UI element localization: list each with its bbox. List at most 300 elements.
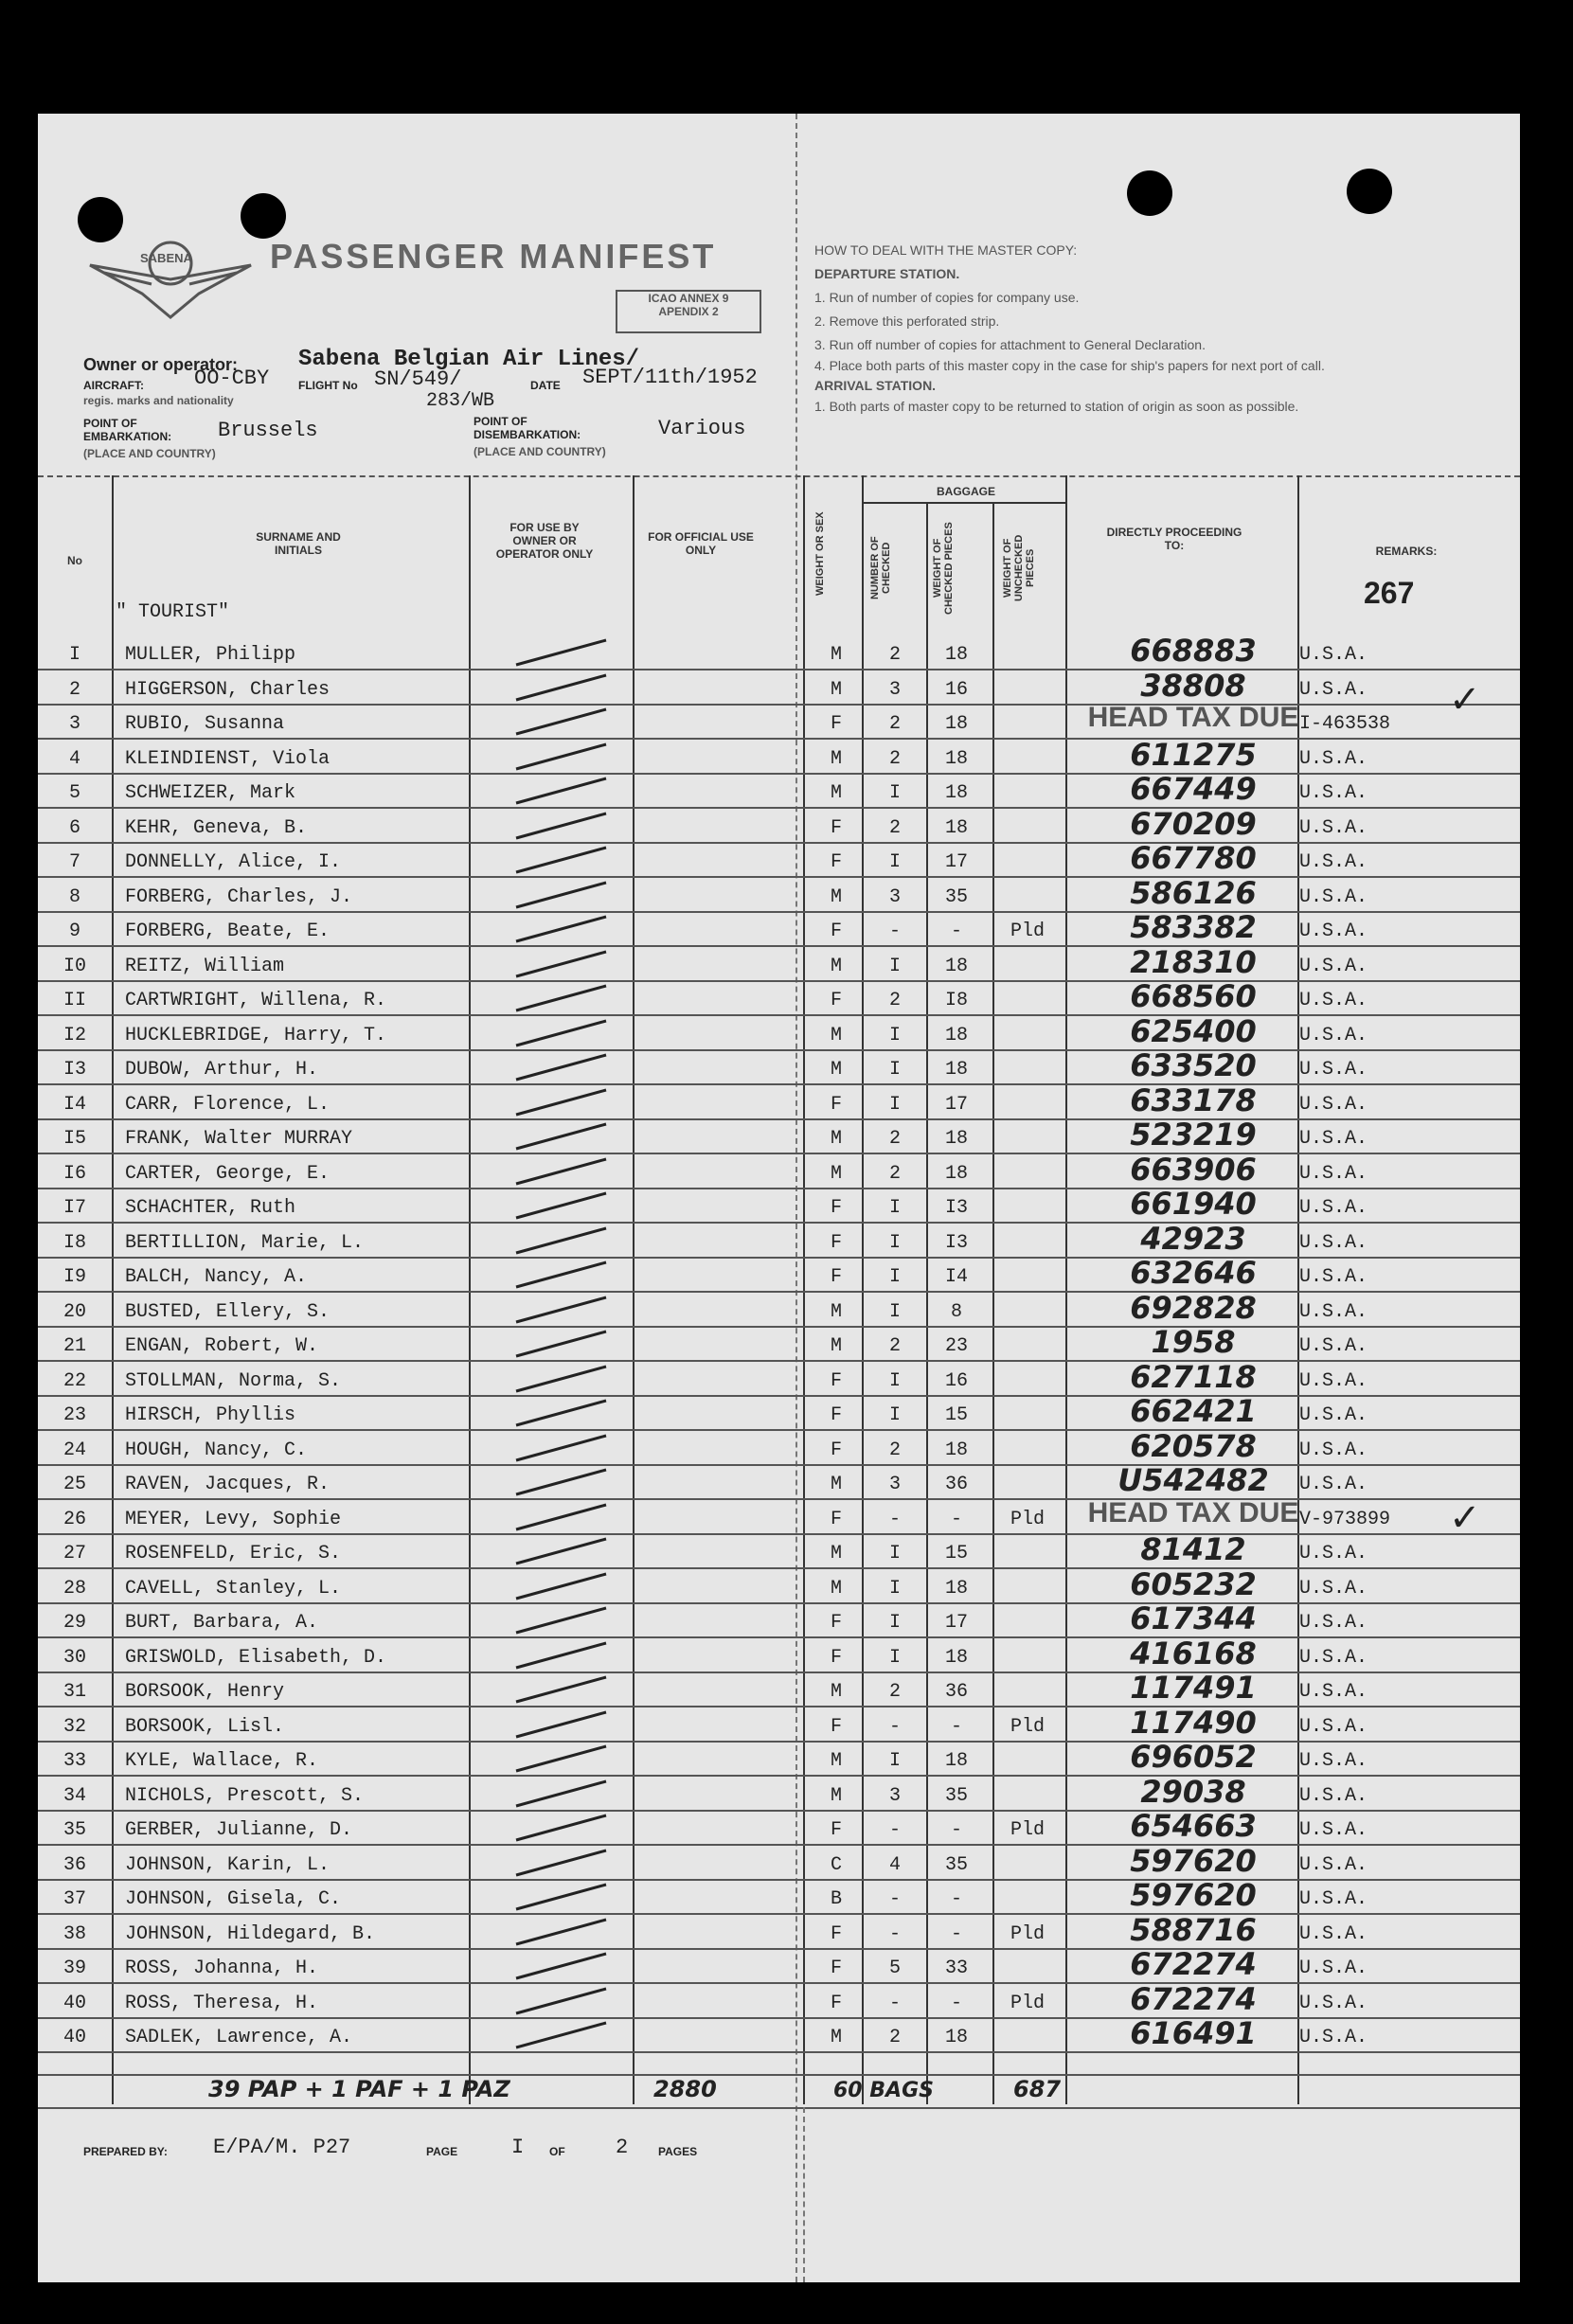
- passenger-sex: M: [830, 2027, 842, 2048]
- passenger-name: FRANK, Walter MURRAY: [125, 1128, 353, 1150]
- baggage-weight: I3: [944, 1197, 968, 1219]
- flight-sub: 283/WB: [426, 390, 495, 412]
- baggage-pieces: I: [888, 1577, 901, 1600]
- table-row: [38, 805, 1520, 844]
- baggage-pieces: I: [888, 1024, 901, 1046]
- col-sex: WEIGHT OR SEX: [814, 511, 826, 597]
- tick-mark-icon: [511, 1120, 616, 1153]
- baggage-weight: 18: [944, 1162, 968, 1185]
- baggage-weight: 17: [944, 1612, 968, 1634]
- tick-mark-icon: [511, 2019, 616, 2051]
- page-value: I: [511, 2136, 525, 2159]
- table-row: [38, 842, 1520, 878]
- icao-box: [616, 290, 761, 333]
- destination-number: 654663: [1130, 1808, 1257, 1844]
- passenger-sex: M: [830, 1681, 842, 1703]
- baggage-weight: -: [950, 1888, 962, 1910]
- remarks-value: U.S.A.: [1299, 1922, 1368, 1945]
- baggage-pieces: 3: [888, 1784, 901, 1807]
- baggage-pieces: 2: [888, 713, 901, 735]
- remarks-value: U.S.A.: [1299, 1197, 1368, 1219]
- tick-mark-icon: [511, 1051, 616, 1083]
- baggage-weight: I8: [944, 990, 968, 1011]
- destination-number: 670209: [1130, 805, 1257, 842]
- row-number: 31: [63, 1681, 86, 1703]
- totals-passengers: 39 PAP + 1 PAF + 1 PAZ: [208, 2076, 510, 2102]
- passenger-sex: B: [830, 1888, 842, 1910]
- instructions-step: 3. Run off number of copies for attachment to General Declaration.: [814, 337, 1206, 352]
- table-row: [38, 1220, 1520, 1259]
- prepared-label: PREPARED BY:: [83, 2145, 168, 2158]
- passenger-name: BUSTED, Ellery, S.: [125, 1300, 331, 1323]
- unchecked-weight: Pld: [1010, 1819, 1045, 1841]
- instructions-step: 2. Remove this perforated strip.: [814, 313, 1000, 329]
- baggage-pieces: 5: [888, 1958, 901, 1979]
- remarks-value: U.S.A.: [1299, 1612, 1368, 1634]
- remarks-value: U.S.A.: [1299, 678, 1368, 701]
- baggage-weight: -: [950, 1819, 962, 1841]
- baggage-weight: -: [950, 1922, 962, 1945]
- tick-mark-icon: [511, 671, 616, 704]
- table-row: [38, 1879, 1520, 1915]
- logo-text: SABENA: [140, 251, 192, 265]
- tick-mark-icon: [511, 1225, 616, 1257]
- passenger-name: JOHNSON, Gisela, C.: [125, 1888, 342, 1910]
- remarks-value: U.S.A.: [1299, 1300, 1368, 1323]
- baggage-weight: 18: [944, 1059, 968, 1081]
- tick-mark-icon: [511, 879, 616, 911]
- baggage-weight: 15: [944, 1543, 968, 1564]
- remarks-value: U.S.A.: [1299, 1888, 1368, 1910]
- baggage-weight: I3: [944, 1231, 968, 1254]
- row-number: 38: [63, 1922, 86, 1945]
- baggage-pieces: 2: [888, 816, 901, 839]
- passenger-sex: F: [830, 1922, 842, 1945]
- table-row: [38, 943, 1520, 982]
- table-row: [38, 1464, 1520, 1500]
- baggage-pieces: 3: [888, 885, 901, 908]
- destination-number: 117490: [1130, 1704, 1257, 1741]
- passenger-sex: F: [830, 816, 842, 839]
- passenger-sex: M: [830, 1750, 842, 1772]
- remarks-value: U.S.A.: [1299, 921, 1368, 942]
- baggage-pieces: 2: [888, 2027, 901, 2048]
- row-number: I: [68, 644, 80, 666]
- bottom-rule: [38, 2107, 1520, 2109]
- baggage-pieces: -: [888, 1715, 901, 1738]
- destination-number: 605232: [1130, 1565, 1257, 1602]
- destination-number: 663906: [1130, 1151, 1257, 1188]
- passenger-sex: M: [830, 1128, 842, 1150]
- baggage-weight: 17: [944, 851, 968, 873]
- row-number: 9: [68, 921, 80, 942]
- remarks-value: U.S.A.: [1299, 1992, 1368, 2014]
- flight-label: FLIGHT No: [298, 379, 358, 392]
- table-row: [38, 1395, 1520, 1431]
- baggage-weight: 33: [944, 1958, 968, 1979]
- row-number: 24: [63, 1439, 86, 1461]
- destination-number: 586126: [1130, 874, 1257, 911]
- baggage-pieces: I: [888, 1059, 901, 1081]
- baggage-pieces: I: [888, 1300, 901, 1323]
- baggage-pieces: I: [888, 851, 901, 873]
- remarks-value: U.S.A.: [1299, 1162, 1368, 1185]
- table-row: [38, 1810, 1520, 1846]
- destination-number: 1958: [1151, 1324, 1236, 1360]
- baggage-pieces: I: [888, 782, 901, 804]
- passenger-name: HUCKLEBRIDGE, Harry, T.: [125, 1024, 387, 1046]
- passenger-sex: M: [830, 782, 842, 804]
- icao-line2: APENDIX 2: [658, 305, 719, 318]
- baggage-pieces: 2: [888, 990, 901, 1011]
- passenger-name: ROSS, Theresa, H.: [125, 1992, 319, 2014]
- baggage-pieces: I: [888, 1750, 901, 1772]
- check-mark-icon: ✓: [1449, 1497, 1481, 1539]
- passenger-name: JOHNSON, Karin, L.: [125, 1853, 331, 1876]
- tick-mark-icon: [511, 1881, 616, 1913]
- totals-official: 2880: [653, 2076, 717, 2102]
- owner-value: Sabena Belgian Air Lines/: [298, 347, 640, 372]
- baggage-weight: 36: [944, 1474, 968, 1495]
- baggage-pieces: I: [888, 1093, 901, 1116]
- flight-value: SN/549/: [374, 367, 462, 391]
- head-tax-stamp: HEAD TAX DUE: [1087, 1496, 1299, 1528]
- baggage-weight: 18: [944, 782, 968, 804]
- remarks-value: U.S.A.: [1299, 644, 1368, 666]
- tick-mark-icon: [511, 810, 616, 842]
- baggage-pieces: 2: [888, 1162, 901, 1185]
- tick-mark-icon: [511, 1363, 616, 1395]
- remarks-value: U.S.A.: [1299, 1093, 1368, 1116]
- remarks-value: U.S.A.: [1299, 747, 1368, 770]
- instructions-step: 4. Place both parts of this master copy in the case for ship's papers for next port of call.: [814, 358, 1325, 373]
- tick-mark-icon: [511, 775, 616, 807]
- destination-number: U542482: [1117, 1462, 1269, 1498]
- instructions-step: 1. Both parts of master copy to be returned to station of origin as soon as possible.: [814, 399, 1299, 414]
- table-row: [38, 773, 1520, 809]
- tick-mark-icon: [511, 1501, 616, 1533]
- col-pieces: NUMBER OF CHECKED: [869, 536, 892, 600]
- passenger-name: SCHACHTER, Ruth: [125, 1197, 296, 1219]
- destination-number: 661940: [1130, 1186, 1257, 1222]
- remarks-value: U.S.A.: [1299, 1128, 1368, 1150]
- baggage-weight: -: [950, 1992, 962, 2014]
- remarks-value: U.S.A.: [1299, 1577, 1368, 1600]
- manifest-sheet: [38, 114, 1520, 2282]
- date-label: DATE: [530, 379, 561, 392]
- unchecked-weight: Pld: [1010, 1508, 1045, 1530]
- table-row: [38, 1842, 1520, 1881]
- disembark-sub: (PLACE AND COUNTRY): [474, 445, 606, 458]
- baggage-pieces: I: [888, 955, 901, 977]
- remarks-value: U.S.A.: [1299, 1404, 1368, 1426]
- check-mark-icon: ✓: [1449, 679, 1481, 721]
- destination-number: 416168: [1130, 1635, 1257, 1671]
- totals-bags: 60 BAGS: [833, 2079, 934, 2102]
- remarks-value: U.S.A.: [1299, 1646, 1368, 1669]
- instructions-step: 1. Run of number of copies for company use.: [814, 290, 1080, 305]
- table-row: [38, 1911, 1520, 1950]
- passenger-name: BURT, Barbara, A.: [125, 1612, 319, 1634]
- aircraft-label: AIRCRAFT:: [83, 379, 144, 392]
- destination-number: 625400: [1130, 1012, 1257, 1049]
- passenger-sex: F: [830, 990, 842, 1011]
- passenger-sex: M: [830, 955, 842, 977]
- baggage-pieces: 2: [888, 747, 901, 770]
- instructions: [814, 239, 1477, 415]
- row-number: 6: [68, 816, 80, 839]
- aircraft-sub: regis. marks and nationality: [83, 394, 234, 407]
- baggage-weight: 18: [944, 1128, 968, 1150]
- destination-number: 668560: [1130, 978, 1257, 1014]
- baggage-pieces: I: [888, 1612, 901, 1634]
- table-row: [38, 874, 1520, 913]
- row-number: 3: [68, 713, 80, 735]
- class-label: " TOURIST": [116, 601, 230, 623]
- baggage-pieces: 2: [888, 1681, 901, 1703]
- baggage-pieces: -: [888, 1992, 901, 2014]
- baggage-weight: 18: [944, 644, 968, 666]
- row-number: I6: [63, 1162, 86, 1185]
- tick-mark-icon: [511, 1432, 616, 1464]
- passenger-name: HIGGERSON, Charles: [125, 678, 331, 701]
- passenger-name: BORSOOK, Henry: [125, 1681, 285, 1703]
- passenger-sex: F: [830, 921, 842, 942]
- baggage-pieces: -: [888, 1508, 901, 1530]
- passenger-sex: M: [830, 1162, 842, 1185]
- table-row: [38, 667, 1520, 706]
- tick-mark-icon: [511, 1155, 616, 1188]
- passenger-sex: M: [830, 1335, 842, 1357]
- destination-number: 667449: [1130, 771, 1257, 807]
- destination-number: 692828: [1130, 1289, 1257, 1326]
- tick-mark-icon: [511, 1639, 616, 1671]
- destination-number: 662421: [1130, 1393, 1257, 1429]
- tick-mark-icon: [511, 982, 616, 1014]
- table-row: [38, 2017, 1520, 2053]
- passenger-name: HIRSCH, Phyllis: [125, 1404, 296, 1426]
- tick-mark-icon: [511, 1259, 616, 1291]
- embark-value: Brussels: [218, 419, 318, 442]
- passenger-sex: F: [830, 1508, 842, 1530]
- disembark-value: Various: [658, 417, 746, 440]
- passenger-name: ENGAN, Robert, W.: [125, 1335, 319, 1357]
- baggage-weight: 18: [944, 1439, 968, 1461]
- baggage-weight: 15: [944, 1404, 968, 1426]
- row-number: I0: [63, 955, 86, 977]
- passenger-sex: F: [830, 1266, 842, 1288]
- destination-number: 668883: [1130, 633, 1257, 669]
- tick-mark-icon: [511, 1570, 616, 1602]
- remarks-value: U.S.A.: [1299, 1474, 1368, 1495]
- table-row: [38, 1427, 1520, 1466]
- passenger-name: RUBIO, Susanna: [125, 713, 285, 735]
- table-row: [38, 1671, 1520, 1707]
- instructions-arrival: ARRIVAL STATION.: [814, 378, 937, 393]
- prepared-value: E/PA/M. P27: [213, 2136, 351, 2159]
- baggage-pieces: -: [888, 921, 901, 942]
- remarks-value: I-463538: [1299, 713, 1391, 735]
- baggage-pieces: -: [888, 1819, 901, 1841]
- passenger-name: RAVEN, Jacques, R.: [125, 1474, 331, 1495]
- destination-number: 616491: [1130, 2015, 1257, 2051]
- remarks-value: U.S.A.: [1299, 1059, 1368, 1081]
- row-number: I9: [63, 1266, 86, 1288]
- table-row: [38, 635, 1520, 670]
- col-remarks: REMARKS:: [1375, 545, 1438, 558]
- table-row: [38, 1496, 1520, 1535]
- head-tax-stamp: HEAD TAX DUE: [1087, 702, 1299, 733]
- destination-number: 632646: [1130, 1255, 1257, 1291]
- tick-mark-icon: [511, 1950, 616, 1982]
- passenger-name: FORBERG, Beate, E.: [125, 921, 331, 942]
- passenger-sex: F: [830, 1612, 842, 1634]
- destination-number: 672274: [1130, 1946, 1257, 1982]
- of-value: 2: [616, 2136, 629, 2159]
- passenger-sex: F: [830, 1819, 842, 1841]
- destination-number: 620578: [1130, 1427, 1257, 1464]
- remarks-value: U.S.A.: [1299, 1681, 1368, 1703]
- table-row: [38, 1773, 1520, 1812]
- baggage-pieces: I: [888, 1543, 901, 1564]
- row-number: 22: [63, 1369, 86, 1392]
- remarks-value: U.S.A.: [1299, 1231, 1368, 1254]
- destination-number: 117491: [1130, 1670, 1257, 1706]
- baggage-pieces: I: [888, 1197, 901, 1219]
- tick-mark-icon: [511, 1916, 616, 1948]
- baggage-rule: [862, 502, 1065, 504]
- baggage-weight: 18: [944, 1577, 968, 1600]
- table-row: [38, 1084, 1520, 1120]
- table-row: [38, 1012, 1520, 1051]
- destination-number: 627118: [1130, 1358, 1257, 1395]
- row-number: 30: [63, 1646, 86, 1669]
- baggage-weight: 16: [944, 678, 968, 701]
- passenger-sex: F: [830, 1958, 842, 1979]
- row-number: 29: [63, 1612, 86, 1634]
- embark-label: POINT OF EMBARKATION:: [83, 417, 172, 443]
- col-official-use: FOR OFFICIAL USE ONLY: [648, 530, 754, 557]
- baggage-weight: -: [950, 1715, 962, 1738]
- passenger-name: MEYER, Levy, Sophie: [125, 1508, 342, 1530]
- baggage-pieces: 2: [888, 1128, 901, 1150]
- passenger-name: GERBER, Julianne, D.: [125, 1819, 353, 1841]
- passenger-name: CARR, Florence, L.: [125, 1093, 331, 1116]
- baggage-weight: -: [950, 1508, 962, 1530]
- passenger-sex: M: [830, 678, 842, 701]
- passenger-name: FORBERG, Charles, J.: [125, 885, 353, 908]
- table-row: [38, 980, 1520, 1016]
- tick-mark-icon: [511, 948, 616, 980]
- row-number: 25: [63, 1474, 86, 1495]
- row-number: 20: [63, 1300, 86, 1323]
- tick-mark-icon: [511, 1397, 616, 1429]
- row-number: 8: [68, 885, 80, 908]
- table-row: [38, 1326, 1520, 1362]
- passenger-sex: M: [830, 644, 842, 666]
- row-number: 5: [68, 782, 80, 804]
- table-row: [38, 1741, 1520, 1777]
- remarks-value: U.S.A.: [1299, 816, 1368, 839]
- passenger-sex: F: [830, 1231, 842, 1254]
- baggage-pieces: 2: [888, 1335, 901, 1357]
- passenger-name: SADLEK, Lawrence, A.: [125, 2027, 353, 2048]
- baggage-pieces: 3: [888, 678, 901, 701]
- remarks-value: U.S.A.: [1299, 1543, 1368, 1564]
- remarks-number: 267: [1364, 576, 1415, 610]
- remarks-value: U.S.A.: [1299, 1024, 1368, 1046]
- remarks-value: U.S.A.: [1299, 955, 1368, 977]
- baggage-weight: 18: [944, 955, 968, 977]
- icao-line1: ICAO ANNEX 9: [648, 292, 729, 305]
- remarks-value: U.S.A.: [1299, 1819, 1368, 1841]
- remarks-value: U.S.A.: [1299, 1715, 1368, 1738]
- table-row: [38, 1289, 1520, 1328]
- remarks-value: U.S.A.: [1299, 782, 1368, 804]
- row-number: 7: [68, 851, 80, 873]
- passenger-sex: F: [830, 1439, 842, 1461]
- passenger-name: BERTILLION, Marie, L.: [125, 1231, 365, 1254]
- table-row: [38, 1948, 1520, 1984]
- row-number: 33: [63, 1750, 86, 1772]
- remarks-value: V-973899: [1299, 1508, 1391, 1530]
- row-number: 26: [63, 1508, 86, 1530]
- tick-mark-icon: [511, 1535, 616, 1567]
- baggage-pieces: I: [888, 1369, 901, 1392]
- passenger-sex: F: [830, 1646, 842, 1669]
- tick-mark-icon: [511, 1985, 616, 2017]
- baggage-weight: 35: [944, 885, 968, 908]
- passenger-sex: M: [830, 1300, 842, 1323]
- baggage-pieces: I: [888, 1266, 901, 1288]
- passenger-name: CARTWRIGHT, Willena, R.: [125, 990, 387, 1011]
- embark-sub: (PLACE AND COUNTRY): [83, 447, 216, 460]
- col-weight-unchecked: WEIGHT OF UNCHECKED PIECES: [1002, 534, 1036, 602]
- passenger-sex: F: [830, 1404, 842, 1426]
- col-surname: SURNAME AND INITIALS: [256, 530, 341, 557]
- passenger-sex: M: [830, 885, 842, 908]
- pages-label: PAGES: [658, 2145, 698, 2158]
- destination-number: 633178: [1130, 1082, 1257, 1118]
- baggage-pieces: 3: [888, 1474, 901, 1495]
- tick-mark-icon: [511, 1812, 616, 1844]
- passenger-name: KYLE, Wallace, R.: [125, 1750, 319, 1772]
- baggage-weight: 18: [944, 1646, 968, 1669]
- destination-number: 611275: [1130, 736, 1257, 773]
- destination-number: 672274: [1130, 1980, 1257, 2017]
- destination-number: 696052: [1130, 1739, 1257, 1775]
- destination-number: 29038: [1140, 1773, 1246, 1810]
- tick-mark-icon: [511, 636, 616, 669]
- col-owner-use: FOR USE BY OWNER OR OPERATOR ONLY: [495, 521, 594, 561]
- punch-hole: [1127, 170, 1172, 216]
- date-value: SEPT/11th/1952: [582, 366, 758, 389]
- tick-mark-icon: [511, 913, 616, 945]
- passenger-name: GRISWOLD, Elisabeth, D.: [125, 1646, 387, 1669]
- passenger-name: DUBOW, Arthur, H.: [125, 1059, 319, 1081]
- row-number: 39: [63, 1958, 86, 1979]
- destination-number: 81412: [1140, 1531, 1246, 1567]
- tick-mark-icon: [511, 1466, 616, 1498]
- tick-mark-icon: [511, 1604, 616, 1636]
- tick-mark-icon: [511, 844, 616, 876]
- passenger-name: HOUGH, Nancy, C.: [125, 1439, 308, 1461]
- table-row: [38, 1980, 1520, 2019]
- baggage-weight: I4: [944, 1266, 968, 1288]
- remarks-value: U.S.A.: [1299, 990, 1368, 1011]
- row-number: 28: [63, 1577, 86, 1600]
- destination-number: 597620: [1130, 1877, 1257, 1913]
